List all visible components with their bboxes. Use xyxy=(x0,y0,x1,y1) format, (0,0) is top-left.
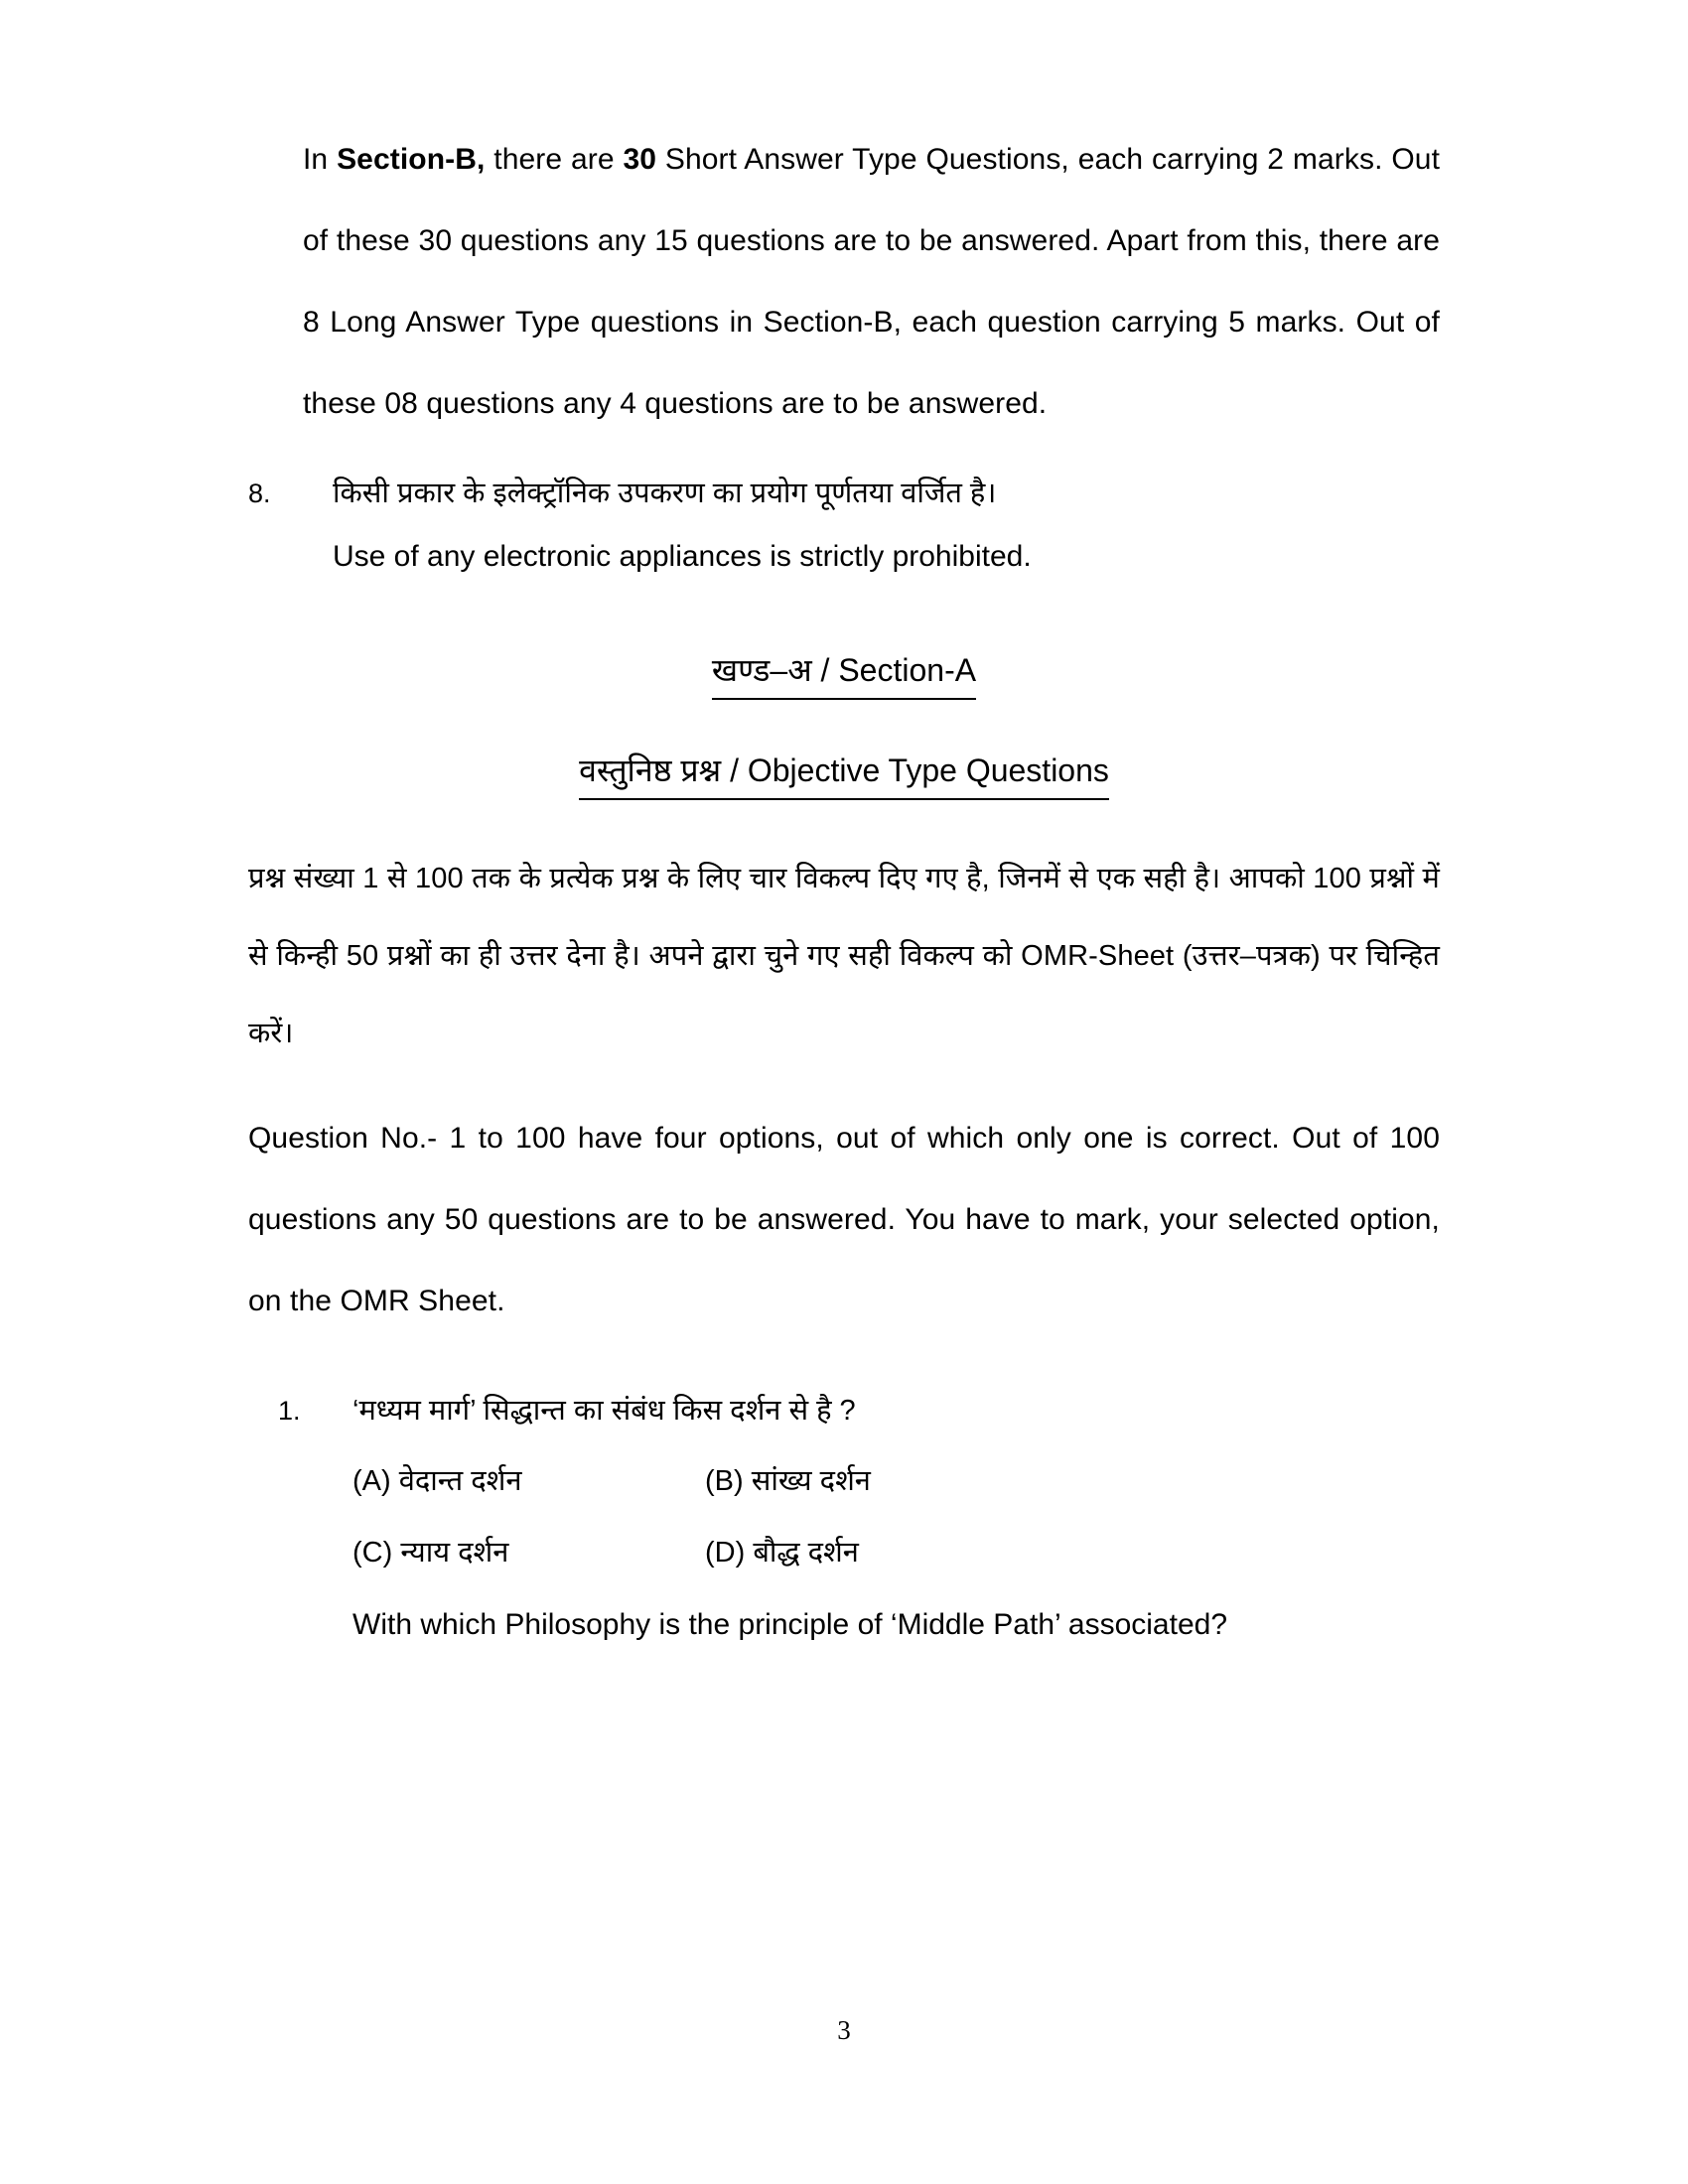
intro-bold-section-b: Section-B, xyxy=(337,143,486,176)
intro-rest: Short Answer Type Questions, each carrying 2 marks. Out of these 30 questions any 15 questions are to be answered. Apart from this, there are 8 Long Answer Type questions in Section-B, each question carrying 5 marks. Out of these 08 questions any 4 questions are to be answered. xyxy=(303,143,1441,420)
objective-heading-wrap xyxy=(248,746,1440,800)
english-instructions-paragraph: Question No.- 1 to 100 have four options, out of which only one is correct. Out of 100 questions any 50 questions are to be answered. You have to mark, your selected option, on the OMR Sheet. xyxy=(248,1122,1440,1317)
section-b-instruction-paragraph xyxy=(303,119,1440,445)
question-1-option-d[interactable]: (D) बौद्ध दर्शन xyxy=(705,1537,859,1569)
section-a-heading-wrap xyxy=(248,645,1440,700)
question-1-text-english: With which Philosophy is the principle of ‘Middle Path’ associated? xyxy=(352,1608,1228,1641)
question-1-options xyxy=(352,1445,1440,1588)
page-number: 3 xyxy=(837,2015,851,2045)
question-1-body xyxy=(352,1376,1440,1662)
question-1-options-row-2 xyxy=(352,1517,1440,1588)
question-1-option-a[interactable]: (A) वेदान्त दर्शन xyxy=(352,1465,522,1497)
question-1-option-c[interactable]: (C) न्याय दर्शन xyxy=(352,1537,509,1569)
question-1-text-hindi: ‘मध्यम मार्ग’ सिद्धान्त का संबंध किस दर्शन से है ? xyxy=(352,1395,856,1427)
instruction-8-number: 8. xyxy=(248,478,271,508)
question-1-number: 1. xyxy=(278,1396,301,1426)
objective-type-questions-heading: वस्तुनिष्ठ प्रश्न / Objective Type Questions xyxy=(579,746,1109,800)
question-1-option-b[interactable]: (B) सांख्य दर्शन xyxy=(705,1465,871,1497)
intro-mid: there are xyxy=(485,143,624,176)
question-1-options-row-1 xyxy=(352,1445,1440,1517)
instruction-8-body xyxy=(333,463,1440,590)
intro-bold-thirty: 30 xyxy=(623,143,657,176)
page-content xyxy=(248,119,1440,1662)
section-a-heading: खण्ड–अ / Section-A xyxy=(712,645,976,700)
instruction-8-english: Use of any electronic appliances is strictly prohibited. xyxy=(333,540,1032,573)
instruction-item-8 xyxy=(248,463,1440,590)
intro-prefix: In xyxy=(303,143,338,176)
hindi-instructions-paragraph: प्रश्न संख्या 1 से 100 तक के प्रत्येक प्रश्न के लिए चार विकल्प दिए गए है, जिनमें से एक सही है। आपको 100 प्रश्नों में से किन्ही 50 प्रश्नों का ही उत्तर देना है। अपने द्वारा चुने गए सही विकल्प को OMR-Sheet (उत्तर–पत्रक) पर चिन्हित करें। xyxy=(248,863,1440,1049)
question-1 xyxy=(248,1376,1440,1662)
instruction-8-hindi: किसी प्रकार के इलेक्ट्रॉनिक उपकरण का प्रयोग पूर्णतया वर्जित है। xyxy=(333,478,997,509)
